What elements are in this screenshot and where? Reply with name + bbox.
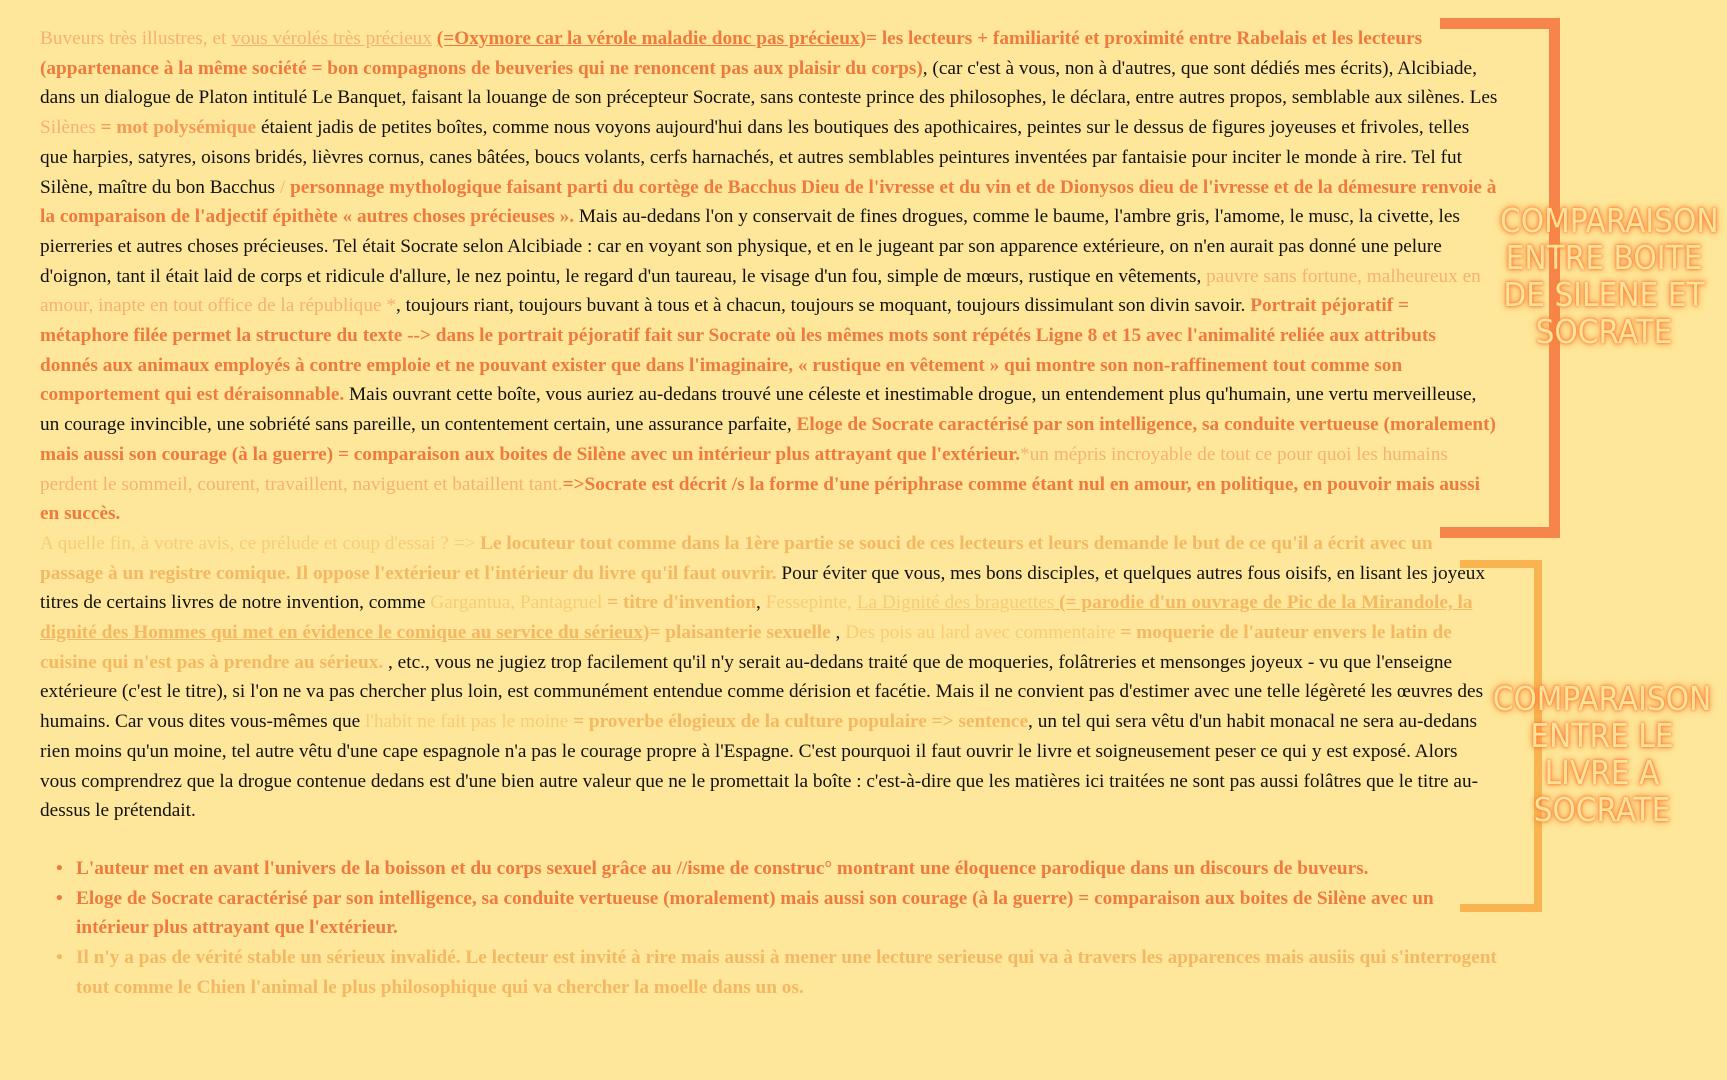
text-riant: , toujours riant, toujours buvant à tous et à chacun, toujours se moquant, toujours dissimulant son divin savoir. bbox=[396, 295, 1251, 317]
text-boites: étaient jadis de petites boîtes, comme nous voyons aujourd'hui dans les boutiques des apothicaires, peintes sur le dessus de figures joyeuses et frivoles, telles que harpies, satyres, oisons bridés, lièvres cornus, canes bâtées, boucs volants, cerfs harnachés, et autres semblables peintures inventées par fantaisie pour inciter le monde à rire. Tel fut Silène, maître du bon Bacchus bbox=[40, 117, 1470, 198]
annotation-parodie: (= parodie d'un ouvrage de Pic de la Mirandole, la dignité des Hommes qui met en évidence le comique au service du sérieux) bbox=[40, 592, 1473, 644]
bullet-item: • Eloge de Socrate caractérisé par son intelligence, sa conduite vertueuse (moralement) mais aussi son courage (à la guerre) = comparaison aux boites de Silène avec un intérieur plus attrayant que l'extérieur. bbox=[76, 884, 1498, 943]
comma: , bbox=[830, 622, 846, 644]
quote-silenes: Silènes bbox=[40, 117, 96, 139]
annotation-oxymore: (=Oxymore car la vérole maladie donc pas précieux bbox=[436, 28, 860, 49]
annotation-slash: / bbox=[275, 176, 286, 198]
quote-prelude: A quelle fin, à votre avis, ce prélude et coup d'essai ? => bbox=[40, 532, 481, 554]
annotation-polysemique: = mot polysémique bbox=[95, 117, 257, 139]
text-drogues: Mais au-dedans l'on y conservait de fines drogues, comme le baume, l'ambre gris, l'amome, le musc, la civette, les pierreries et autres choses précieuses. Tel était Socrate selon Alcibiade : car en voyant son physique, et en le jugeant par son apparence extérieure, on n'en aurait pas donné une pelure d'oignon, tant il était laid de corps et ridicule d'allure, le nez pointu, le regard d'un taureau, le visage d'un fou, simple de mœurs, rustique en vêtements, bbox=[40, 206, 1460, 287]
annotation-locuteur: Le locuteur tout comme dans la 1ère partie se souci de ces lecteurs et leurs demande le but de ce qu'il a écrit avec un passage à un registre comique. Il oppose l'extérieur et l'intérieur du livre qu'il faut ouvrir. bbox=[40, 532, 1433, 584]
annotation-periphrase: =>Socrate est décrit /s la forme d'une périphrase comme étant nul en amour, en politique, en pouvoir mais aussi en succès. bbox=[40, 473, 1481, 525]
annotation-bacchus: personnage mythologique faisant parti du cortège de Bacchus Dieu de l'ivresse et du vin et de Dionysos dieu de l'ivresse et de la démesure renvoie à la comparaison de l'adjectif épithète « autres choses précieuses ». bbox=[40, 176, 1497, 228]
bracket-label-livre-socrate: COMPARAISON ENTRE LE LIVRE A SOCRATE bbox=[1492, 679, 1712, 829]
quote-fessepinte: Fessepinte, bbox=[765, 592, 857, 614]
bracket-label-silene-socrate: COMPARAISON ENTRE BOITE DE SILENE ET SOCRATE bbox=[1500, 201, 1719, 351]
bullet-item: • Il n'y a pas de vérité stable un sérieux invalidé. Le lecteur est invité à rire mais aussi à mener une lecture serieuse qui va à travers les apparences mais ausiis qui s'interrogent tout comme le Chien l'animal le plus philosophique qui va chercher la moelle dans un os. bbox=[76, 943, 1498, 1002]
annotation-portrait: Portrait péjoratif = métaphore filée permet la structure du texte --> dans le portrait péjoratif fait sur Socrate où les mêmes mots sont répétés Ligne 8 et 15 avec l'animalité reliée aux attributs donnés aux animaux employés à contre emploie et ne pouvant exister que dans l'imaginaire, « rustique en vêtement » qui montre son non-raffinement tout comme son comportement qui est déraisonnable. bbox=[40, 295, 1436, 406]
annotation-eloge: Eloge de Socrate caractérisé par son intelligence, sa conduite vertueuse (moralement) mais aussi son courage (à la guerre) = comparaison aux boites de Silène avec un intérieur plus attrayant que l'extérieur. bbox=[40, 414, 1496, 465]
quote-habit: l'habit ne fait pas le moine bbox=[365, 711, 569, 733]
text-eviter: Pour éviter que vous, mes bons disciples, et quelques autres fous oisifs, en lisant les joyeux titres de certains livres de notre invention, comme bbox=[40, 562, 1486, 614]
text-drogue-celeste: Mais ouvrant cette boîte, vous auriez au-dedans trouvé une céleste et inestimable drogue, un entendement plus qu'humain, une vertu merveilleuse, un courage invincible, une sobriété sans pareille, un contentement certain, une assurance parfaite, bbox=[40, 384, 1477, 436]
commentary-text bbox=[40, 24, 1498, 1003]
annotation-proverbe: = proverbe élogieux de la culture populaire => sentence bbox=[568, 711, 1029, 733]
quote-pauvre: pauvre sans fortune, malheureux en amour, inapte en tout office de la république * bbox=[40, 265, 1481, 317]
quote-buveurs: Buveurs très illustres, et bbox=[40, 28, 232, 49]
text-alcibiade: , (car c'est à vous, non à d'autres, que sont dédiés mes écrits), Alcibiade, dans un dialogue de Platon intitulé Le Banquet, faisant la louange de son précepteur Socrate, sans conteste prince des philosophes, le déclara, entre autres propos, semblable aux silènes. Les bbox=[40, 57, 1498, 109]
annotation-lecteurs: )= les lecteurs + familiarité et proximité entre Rabelais et les lecteurs (appartenance à la même société = bon compagnons de beuveries qui ne renoncent pas aux plaisir du corps) bbox=[40, 28, 1423, 79]
text-moine: , un tel qui sera vêtu d'un habit monacal ne sera au-dedans rien moins qu'un moine, tel autre vêtu d'une cape espagnole n'a pas le courage propre à l'Espagne. C'est pourquoi il faut ouvrir le livre et soigneusement peser ce qui y est exposé. Alors vous comprendrez que la drogue contenue dedans est d'une bien autre valeur que ne le promettait la boîte : c'est-à-dire que les matières ici traitées ne sont pas aussi folâtres que le titre au-dessus le prétendait. bbox=[40, 711, 1479, 822]
bullet-item: • L'auteur met en avant l'univers de la boisson et du corps sexuel grâce au //isme de construc° montrant une éloquence parodique dans un discours de buveurs. bbox=[76, 854, 1498, 884]
summary-bullets bbox=[40, 854, 1498, 1003]
annotation-titre: = titre d'invention bbox=[607, 592, 757, 614]
quote-gargantua: Gargantua, Pantagruel bbox=[430, 592, 608, 614]
paragraph-livre bbox=[40, 529, 1498, 826]
quote-pois: Des pois au lard avec commentaire bbox=[845, 622, 1116, 644]
comma: , bbox=[756, 592, 766, 614]
quote-veroles: vous vérolés très précieux bbox=[231, 28, 432, 49]
quote-dignite: La Dignité des braguettes bbox=[856, 592, 1055, 614]
annotation-plaisanterie: = plaisanterie sexuelle bbox=[649, 622, 831, 644]
paragraph-silene bbox=[40, 24, 1498, 529]
annotation-moquerie: = moquerie de l'auteur envers le latin de cuisine qui n'est pas à prendre au sérieux. bbox=[40, 622, 1452, 673]
text-moqueries: , etc., vous ne jugiez trop facilement qu'il n'y serait au-dedans traité que de moqueries, folâtreries et mensonges joyeux - vu que l'enseigne extérieure (c'est le titre), si l'on ne va pas chercher plus loin, est communément entendue comme dérision et facétie. Mais il ne convient pas d'estimer avec une telle légèreté les œuvres des humains. Car vous dites vous-mêmes que bbox=[40, 651, 1484, 733]
quote-mepris: *un mépris incroyable de tout ce pour quoi les humains perdent le sommeil, courent, travaillent, naviguent et bataillent tant. bbox=[40, 443, 1448, 495]
